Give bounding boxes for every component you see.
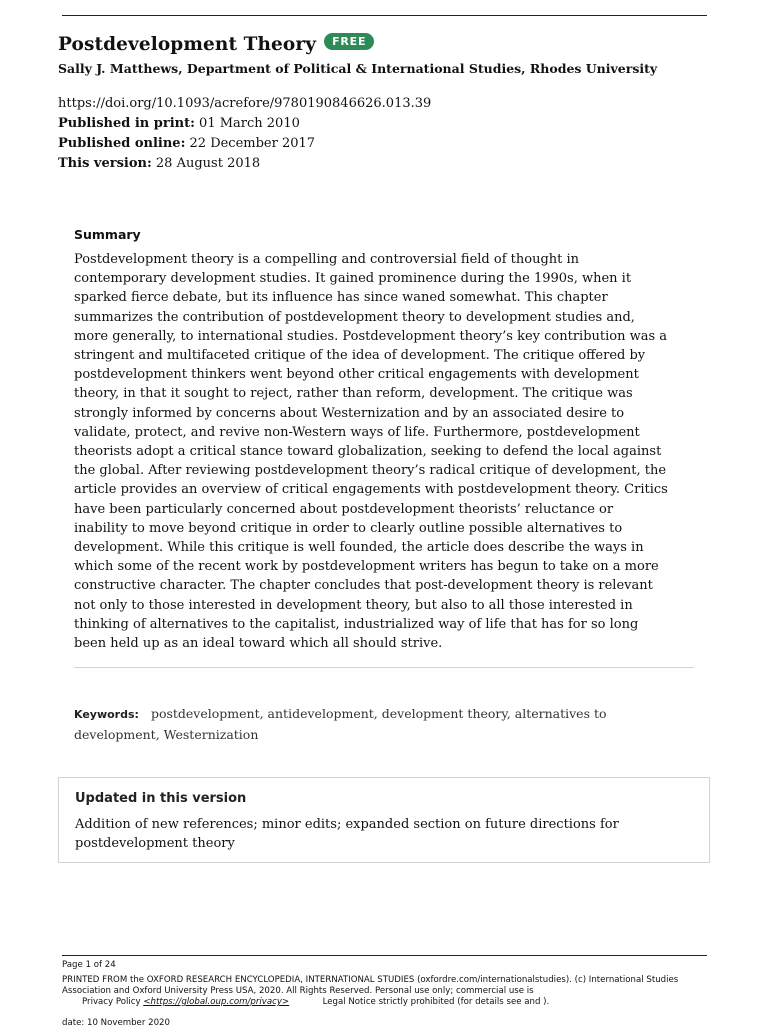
publication-meta <box>58 94 431 174</box>
published-online-label: Published online: <box>58 136 186 151</box>
summary-line: summarizes the contribution of postdevelopment theory to development studies and, <box>74 309 635 325</box>
summary-line: the global. After reviewing postdevelopment theory’s radical critique of development, the <box>74 463 667 479</box>
update-title: Updated in this version <box>75 791 247 806</box>
summary-line: postdevelopment thinkers went beyond other critical engagements with development <box>74 367 639 383</box>
legal-notice-link[interactable]: Legal Notice <box>322 997 376 1007</box>
summary-line: validate, protect, and revive non-Western ways of life. Furthermore, postdevelopment <box>74 424 640 440</box>
summary-line: Postdevelopment theory is a compelling and controversial field of thought in <box>74 252 580 267</box>
summary-line: inability to move beyond critique in order to clearly outline possible alternatives to <box>74 520 623 536</box>
summary-line: which some of the recent work by postdevelopment writers has begun to take on a more <box>74 559 659 575</box>
keywords-list[interactable]: postdevelopment, antidevelopment, development theory, alternatives to development, Westernization <box>74 706 607 742</box>
keywords-label: Keywords: <box>74 708 139 721</box>
footer-links <box>62 997 549 1007</box>
summary-line: strongly informed by concerns about Westernization and by an associated desire to <box>74 405 625 421</box>
author-line[interactable]: Sally J. Matthews, Department of Political & International Studies, Rhodes University <box>58 61 658 76</box>
this-version-row <box>58 154 431 174</box>
summary-line: theorists adopt a critical stance toward globalization, seeking to defend the local against <box>74 444 662 460</box>
this-version-value: 28 August 2018 <box>155 156 261 171</box>
summary-divider <box>74 667 694 668</box>
update-text: Addition of new references; minor edits; expanded section on future directions for postdevelopment theory <box>75 817 619 851</box>
published-print-value: 01 March 2010 <box>199 116 300 131</box>
doi-link[interactable]: https://doi.org/10.1093/acrefore/9780190846626.013.39 <box>58 96 432 111</box>
published-print-row <box>58 114 431 134</box>
published-online-row <box>58 134 431 154</box>
summary-body <box>74 250 699 653</box>
free-badge: FREE <box>324 33 374 50</box>
published-print-label: Published in print: <box>58 116 195 131</box>
header-rule <box>62 15 707 16</box>
this-version-label: This version: <box>58 156 152 171</box>
print-date: date: 10 November 2020 <box>62 1018 170 1028</box>
keywords-section <box>74 704 694 745</box>
privacy-policy-link[interactable]: <https://global.oup.com/privacy> <box>143 997 290 1007</box>
title-row <box>58 34 374 55</box>
summary-line: sparked fierce debate, but its influence has since waned somewhat. This chapter <box>74 290 608 306</box>
footer-copyright: PRINTED FROM the OXFORD RESEARCH ENCYCLOPEDIA, INTERNATIONAL STUDIES (oxfordre.com/internationalstudies). (c) International Studies Association and Oxford University Press USA, 2020. All Rights Reserved. Personal use only; commercial use is <box>62 975 679 996</box>
summary-line: not only to those interested in development theory, but also to all those interested in <box>74 597 633 613</box>
summary-line: development. While this critique is well founded, the article does describe the ways in <box>74 540 644 556</box>
summary-line: stringent and multifaceted critique of the idea of development. The critique offered by <box>74 348 646 364</box>
published-online-value: 22 December 2017 <box>189 136 316 151</box>
footer-prohibited-note: strictly prohibited (for details see and ). <box>378 997 550 1007</box>
summary-line: thinking of alternatives to the capitalist, industrialized way of life that has for so long <box>74 616 639 632</box>
footer-rule <box>62 955 707 956</box>
summary-line: theory, in that it sought to reject, rather than reform, development. The critique was <box>74 386 633 402</box>
summary-heading: Summary <box>74 227 141 242</box>
summary-line: contemporary development studies. It gained prominence during the 1990s, when it <box>74 271 632 287</box>
summary-line: article provides an overview of critical engagements with postdevelopment theory. Critics <box>74 482 668 498</box>
summary-line: constructive character. The chapter concludes that post-development theory is relevant <box>74 578 653 594</box>
privacy-policy-label: Privacy Policy <box>82 997 141 1007</box>
update-notice <box>58 777 710 863</box>
summary-line: have been particularly concerned about postdevelopment theorists’ reluctance or <box>74 501 614 517</box>
page-number: Page 1 of 24 <box>62 960 116 970</box>
article-title: Postdevelopment Theory <box>58 34 317 55</box>
page-footer <box>62 960 707 1029</box>
summary-line: more generally, to international studies. Postdevelopment theory’s key contribution was a <box>74 328 668 344</box>
summary-line: been held up as an ideal toward which all should strive. <box>74 636 443 652</box>
